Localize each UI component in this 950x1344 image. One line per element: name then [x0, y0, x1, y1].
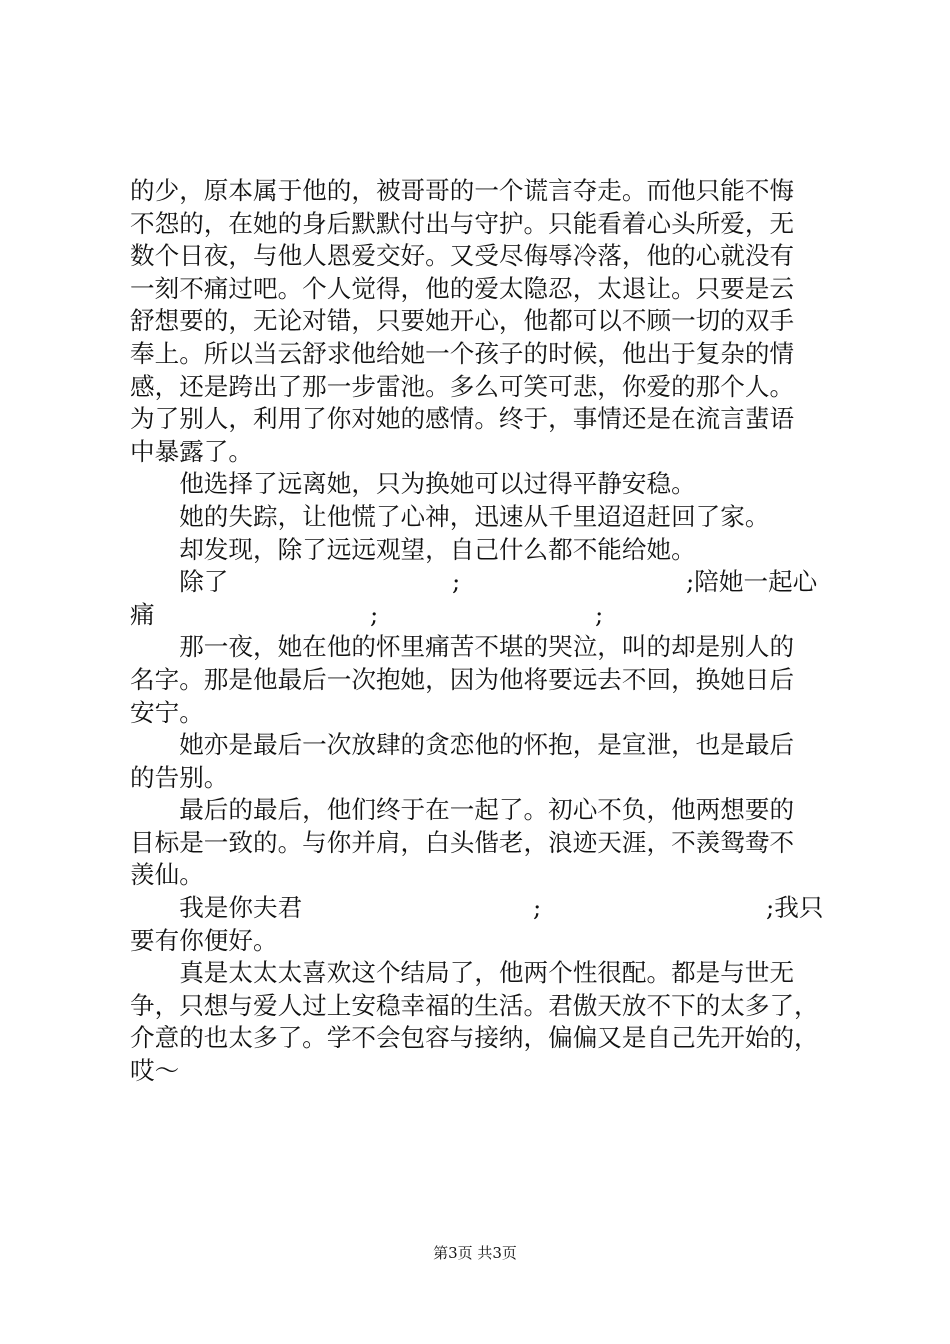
lyric-separator: ;	[595, 599, 604, 629]
page-footer	[0, 1243, 950, 1263]
paragraph-line: 她的失踪，让他慌了心神，迅速从千里迢迢赶回了家。	[130, 501, 770, 531]
paragraph-line: 奉上。所以当云舒求他给她一个孩子的时候，他出于复杂的情	[130, 338, 795, 368]
lyric-line	[130, 566, 830, 599]
page-number: 第3页 共3页	[433, 1244, 517, 1262]
paragraph-line: 一刻不痛过吧。个人觉得，他的爱太隐忍，太退让。只要是云	[130, 273, 795, 303]
paragraph-line: 中暴露了。	[130, 436, 253, 466]
paragraph-line: 却发现，除了远远观望，自己什么都不能给她。	[130, 534, 696, 564]
paragraph-line: 羡仙。	[130, 860, 204, 890]
lyric-line	[130, 599, 830, 632]
document-body	[130, 175, 830, 1088]
lyric-line	[130, 892, 830, 925]
paragraph-line: 介意的也太多了。学不会包容与接纳，偏偏又是自己先开始的，	[130, 1023, 819, 1053]
paragraph-line: 最后的最后，他们终于在一起了。初心不负，他两想要的	[130, 795, 795, 825]
lyric-fragment: 除了	[130, 567, 229, 597]
lyric-fragment: ;陪她一起心	[686, 567, 818, 597]
paragraph-line: 感，还是跨出了那一步雷池。多么可笑可悲，你爱的那个人。	[130, 371, 795, 401]
paragraph-line: 名字。那是他最后一次抱她，因为他将要远去不回，换她日后	[130, 664, 795, 694]
lyric-fragment: 痛	[130, 599, 155, 629]
paragraph-line: 争，只想与爱人过上安稳幸福的生活。君傲天放不下的太多了，	[130, 990, 819, 1020]
paragraph-line: 数个日夜，与他人恩爱交好。又受尽侮辱冷落，他的心就没有	[130, 241, 795, 271]
paragraph-line: 的少，原本属于他的，被哥哥的一个谎言夺走。而他只能不悔	[130, 176, 795, 205]
lyric-fragment: 我是你夫君	[130, 893, 303, 923]
paragraph-line: 的告别。	[130, 762, 229, 792]
lyric-separator: ;	[370, 599, 379, 629]
paragraph-line: 安宁。	[130, 697, 204, 727]
paragraph-line: 目标是一致的。与你并肩，白头偕老，浪迹天涯，不羡鸳鸯不	[130, 827, 795, 857]
lyric-separator: ;	[533, 893, 542, 923]
paragraph-line: 真是太太太喜欢这个结局了，他两个性很配。都是与世无	[130, 958, 795, 988]
paragraph-line: 不怨的，在她的身后默默付出与守护。只能看着心头所爱，无	[130, 208, 795, 238]
lyric-fragment: ;我只	[766, 893, 824, 923]
paragraph-line: 他选择了远离她，只为换她可以过得平静安稳。	[130, 469, 696, 499]
paragraph-line: 舒想要的，无论对错，只要她开心，他都可以不顾一切的双手	[130, 306, 795, 336]
paragraph-line: 那一夜，她在他的怀里痛苦不堪的哭泣，叫的却是别人的	[130, 632, 795, 662]
paragraph-line: 要有你便好。	[130, 925, 278, 955]
paragraph-line: 为了别人，利用了你对她的感情。终于，事情还是在流言蜚语	[130, 404, 795, 434]
paragraph-line: 哎～	[130, 1056, 180, 1086]
lyric-separator: ;	[452, 567, 461, 597]
paragraph-line: 她亦是最后一次放肆的贪恋他的怀抱，是宣泄，也是最后	[130, 730, 795, 760]
